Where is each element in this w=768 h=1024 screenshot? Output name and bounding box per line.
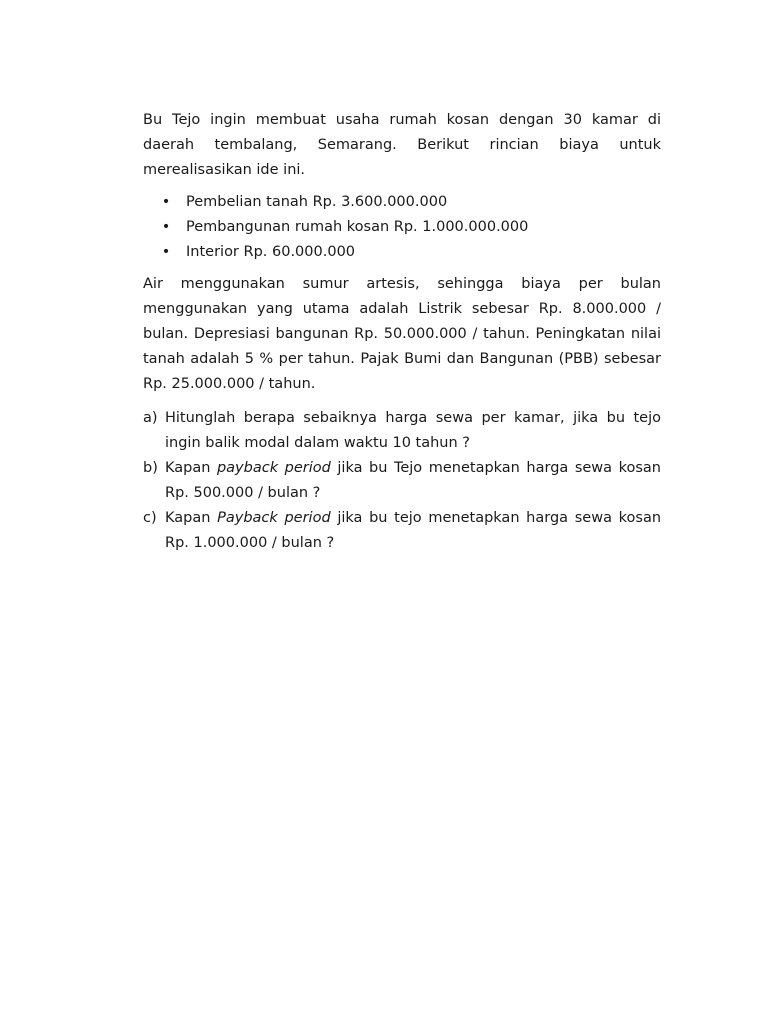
question-marker: c) <box>143 510 157 526</box>
question-text: Hitunglah berapa sebaiknya harga sewa per kamar, jika bu tejo ingin balik modal dalam waktu 10 tahun ? <box>165 410 661 451</box>
cost-item-building <box>143 215 661 240</box>
question-term: Payback period <box>217 510 331 526</box>
question-marker: b) <box>143 460 158 476</box>
question-text: jika bu tejo menetapkan harga sewa kosan Rp. 1.000.000 / bulan ? <box>165 510 662 551</box>
question-c <box>143 506 661 556</box>
cost-list <box>143 190 661 265</box>
bullet-icon: • <box>161 219 171 235</box>
question-b <box>143 456 661 506</box>
question-text: jika bu Tejo menetapkan harga sewa kosan Rp. 500.000 / bulan ? <box>165 460 661 501</box>
question-list <box>143 406 661 556</box>
question-text: Kapan <box>165 510 218 526</box>
cost-item-interior <box>143 240 661 265</box>
cost-item-land <box>143 190 661 215</box>
cost-item-text: Pembangunan rumah kosan Rp. 1.000.000.000 <box>186 219 529 235</box>
document-page <box>143 108 661 556</box>
bullet-icon: • <box>161 194 171 210</box>
details-paragraph: Air menggunakan sumur artesis, sehingga biaya per bulan menggunakan yang utama adalah Listrik sebesar Rp. 8.000.000 / bulan. Depresiasi bangunan Rp. 50.000.000 / tahun. Peningkatan nilai tanah adalah 5 % per tahun. Pajak Bumi dan Bangunan (PBB) sebesar Rp. 25.000.000 / tahun. <box>143 276 661 392</box>
question-marker: a) <box>143 410 158 426</box>
question-text: Kapan <box>165 460 217 476</box>
cost-item-text: Pembelian tanah Rp. 3.600.000.000 <box>186 194 448 210</box>
question-a <box>143 406 661 456</box>
bullet-icon: • <box>161 244 171 260</box>
question-term: payback period <box>216 460 331 476</box>
cost-item-text: Interior Rp. 60.000.000 <box>186 244 356 260</box>
intro-paragraph: Bu Tejo ingin membuat usaha rumah kosan dengan 30 kamar di daerah tembalang, Semarang. Berikut rincian biaya untuk merealisasikan ide ini. <box>143 112 661 178</box>
